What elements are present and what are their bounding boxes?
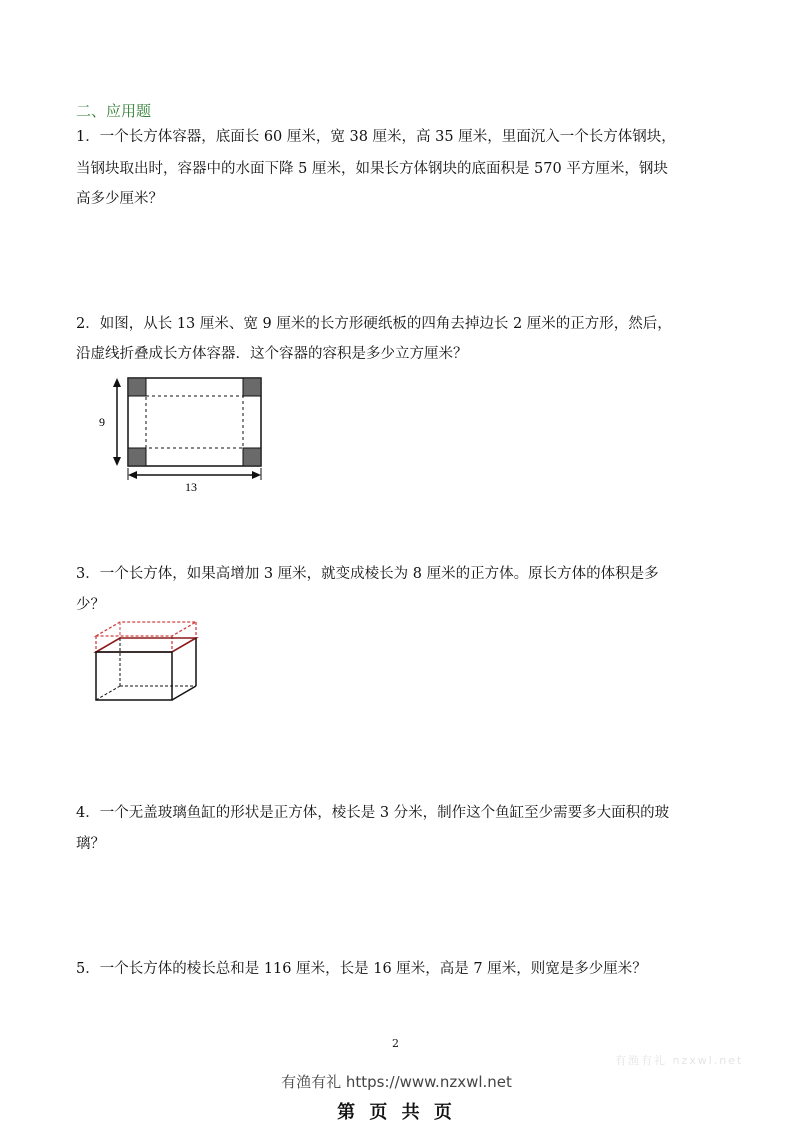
page-footer: 第 页 共 页: [337, 1102, 456, 1123]
front-face: [96, 652, 172, 700]
question-1-line-2: 当钢块取出时，容器中的水面下降 5 厘米，如果长方体钢块的底面积是 570 平方厘米，钢块: [76, 161, 668, 177]
question-5-line-1: 5．一个长方体的棱长总和是 116 厘米，长是 16 厘米，高是 7 厘米，则宽是多少厘米？: [76, 961, 647, 977]
corner-square-bottom-left: [128, 448, 146, 466]
question-1-line-1: 1．一个长方体容器，底面长 60 厘米，宽 38 厘米，高 35 厘米，里面沉入一个长方体钢块，: [76, 129, 676, 145]
question-2-line-2: 沿虚线折叠成长方体容器．这个容器的容积是多少立方厘米？: [76, 346, 468, 362]
height-arrow-down: [113, 457, 121, 466]
height-arrow-up: [113, 378, 121, 387]
site-link: 有渔有礼 https://www.nzxwl.net: [281, 1073, 512, 1091]
height-label: 9: [99, 415, 105, 429]
extended-top-face: [96, 622, 196, 636]
width-label: 13: [185, 480, 197, 494]
watermark: 有渔有礼 nzxwl.net: [615, 1054, 744, 1067]
cardboard-figure: [90, 372, 280, 497]
section-title: 二、应用题: [76, 102, 152, 120]
fold-lines: [146, 396, 243, 448]
question-2-line-1: 2．如图，从长 13 厘米、宽 9 厘米的长方形硬纸板的四角去掉边长 2 厘米的正方形，然后，: [76, 316, 672, 332]
question-3-line-2: 少？: [76, 597, 105, 613]
corner-square-top-right: [243, 378, 261, 396]
question-4-line-1: 4．一个无盖玻璃鱼缸的形状是正方体，棱长是 3 分米，制作这个鱼缸至少需要多大面积的玻: [76, 805, 670, 821]
question-1-line-3: 高多少厘米？: [76, 191, 163, 207]
cuboid-figure: [92, 618, 202, 704]
width-arrow-right: [252, 471, 261, 479]
cardboard-outline: [128, 378, 261, 466]
question-3-line-1: 3．一个长方体，如果高增加 3 厘米，就变成棱长为 8 厘米的正方体。原长方体的体积是多: [76, 566, 659, 582]
page-number: 2: [392, 1037, 399, 1050]
question-4-line-2: 璃？: [76, 836, 105, 852]
original-top-face: [96, 638, 196, 652]
width-arrow-left: [128, 471, 137, 479]
corner-square-bottom-right: [243, 448, 261, 466]
corner-square-top-left: [128, 378, 146, 396]
